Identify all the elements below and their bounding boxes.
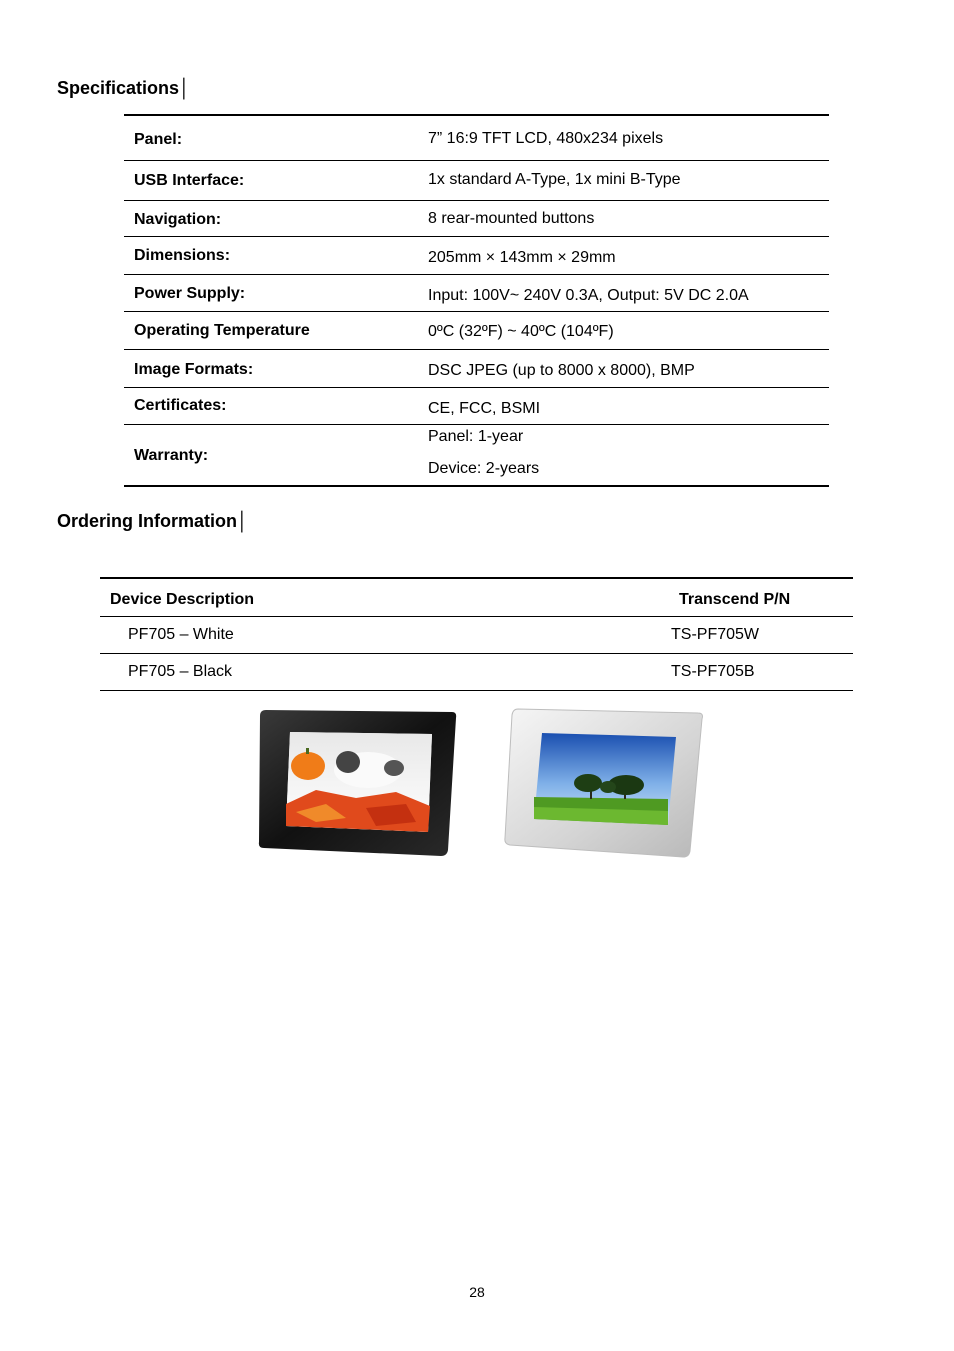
table-row [100, 654, 853, 691]
spec-row-panel [124, 116, 829, 161]
spec-value: Panel: 1-year [428, 428, 524, 445]
spec-value: 205mm × 143mm × 29mm [428, 249, 616, 266]
spec-label: Operating Temperature [134, 322, 310, 339]
part-number: TS-PF705B [671, 663, 755, 680]
spec-label: Navigation: [134, 211, 222, 228]
device-description: PF705 – Black [128, 663, 233, 680]
ordering-heading: Ordering Information│ [57, 511, 249, 531]
spec-value: 0ºC (32ºF) ~ 40ºC (104ºF) [428, 323, 614, 340]
specifications-table [124, 114, 829, 487]
ordering-header-row [100, 579, 853, 617]
spec-label: Dimensions: [134, 247, 231, 264]
column-header-pn: Transcend P/N [679, 591, 791, 608]
part-number: TS-PF705W [671, 626, 760, 643]
device-description: PF705 – White [128, 626, 234, 643]
spec-row-certificates [124, 388, 829, 425]
black-photo-frame-image [256, 708, 460, 860]
ordering-table [100, 577, 853, 691]
spec-value: Input: 100V~ 240V 0.3A, Output: 5V DC 2.0A [428, 287, 749, 304]
spec-row-image-formats [124, 350, 829, 388]
spec-row-navigation [124, 201, 829, 237]
spec-row-dimensions [124, 237, 829, 275]
spec-row-temperature [124, 312, 829, 350]
spec-row-usb [124, 161, 829, 201]
silver-photo-frame-image [504, 707, 706, 861]
column-header-description: Device Description [110, 591, 255, 608]
spec-label: Panel: [134, 131, 183, 148]
spec-row-warranty [124, 425, 829, 485]
spec-label: Power Supply: [134, 285, 246, 302]
page-number: 28 [469, 1284, 485, 1300]
spec-label: Image Formats: [134, 361, 254, 378]
spec-label: Certificates: [134, 397, 227, 414]
spec-value: 1x standard A-Type, 1x mini B-Type [428, 171, 681, 188]
spec-value-secondary: Device: 2-years [428, 460, 540, 477]
spec-label: Warranty: [134, 447, 209, 464]
spec-label: USB Interface: [134, 172, 245, 189]
spec-value: DSC JPEG (up to 8000 x 8000), BMP [428, 362, 695, 379]
spec-value: 7” 16:9 TFT LCD, 480x234 pixels [428, 130, 664, 147]
specifications-heading: Specifications│ [57, 78, 191, 98]
spec-value: 8 rear-mounted buttons [428, 210, 595, 227]
spec-row-power [124, 275, 829, 312]
spec-value: CE, FCC, BSMI [428, 400, 541, 417]
table-row [100, 617, 853, 654]
